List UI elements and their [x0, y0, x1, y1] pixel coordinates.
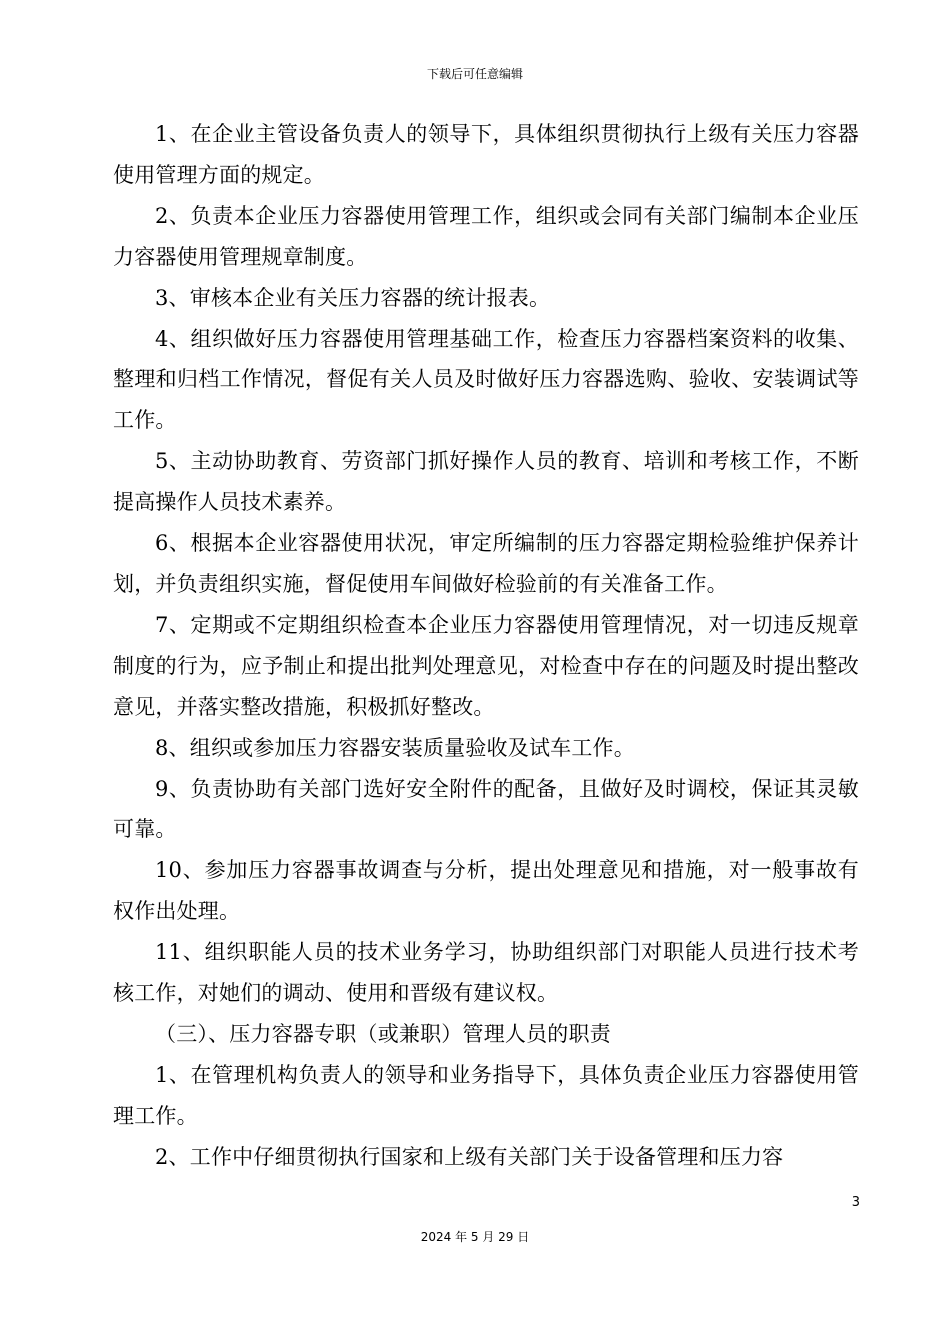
paragraph: 6、根据本企业容器使用状况，审定所编制的压力容器定期检验维护保养计划，并负责组织实施，督促使用车间做好检验前的有关准备工作。 — [113, 531, 859, 596]
section-heading: （三）、压力容器专职（或兼职）管理人员的职责 — [155, 1021, 611, 1046]
paragraph: 4、组织做好压力容器使用管理基础工作，检查压力容器档案资料的收集、整理和归档工作情况，督促有关人员及时做好压力容器选购、验收、安装调试等工作。 — [113, 326, 859, 433]
page-header: 下载后可任意编辑 — [426, 67, 523, 81]
paragraph: 3、审核本企业有关压力容器的统计报表。 — [155, 285, 551, 310]
paragraph: 2、负责本企业压力容器使用管理工作，组织或会同有关部门编制本企业压力容器使用管理规章制度。 — [113, 203, 859, 269]
paragraph: 9、负责协助有关部门选好安全附件的配备，且做好及时调校，保证其灵敏可靠。 — [113, 776, 859, 842]
page-number: 3 — [851, 1195, 860, 1210]
paragraph: 11、组织职能人员的技术业务学习，协助组织部门对职能人员进行技术考核工作，对她们的调动、使用和晋级有建议权。 — [113, 940, 859, 1006]
page-footer-date: 2024 年 5 月 29 日 — [420, 1230, 530, 1244]
paragraph: 5、主动协助教育、劳资部门抓好操作人员的教育、培训和考核工作，不断提高操作人员技术素养。 — [113, 449, 859, 515]
paragraph: 1、在企业主管设备负责人的领导下，具体组织贯彻执行上级有关压力容器使用管理方面的规定。 — [113, 122, 859, 187]
paragraph: 10、参加压力容器事故调查与分析，提出处理意见和措施，对一般事故有权作出处理。 — [113, 858, 859, 924]
document-body — [113, 114, 859, 1178]
paragraph: 2、工作中仔细贯彻执行国家和上级有关部门关于设备管理和压力容 — [155, 1144, 784, 1169]
paragraph: 7、定期或不定期组织检查本企业压力容器使用管理情况，对一切违反规章制度的行为，应予制止和提出批判处理意见，对检查中存在的问题及时提出整改意见，并落实整改措施，积极抓好整改。 — [113, 612, 859, 719]
paragraph: 1、在管理机构负责人的领导和业务指导下，具体负责企业压力容器使用管理工作。 — [113, 1062, 859, 1128]
paragraph: 8、组织或参加压力容器安装质量验收及试车工作。 — [155, 735, 635, 760]
